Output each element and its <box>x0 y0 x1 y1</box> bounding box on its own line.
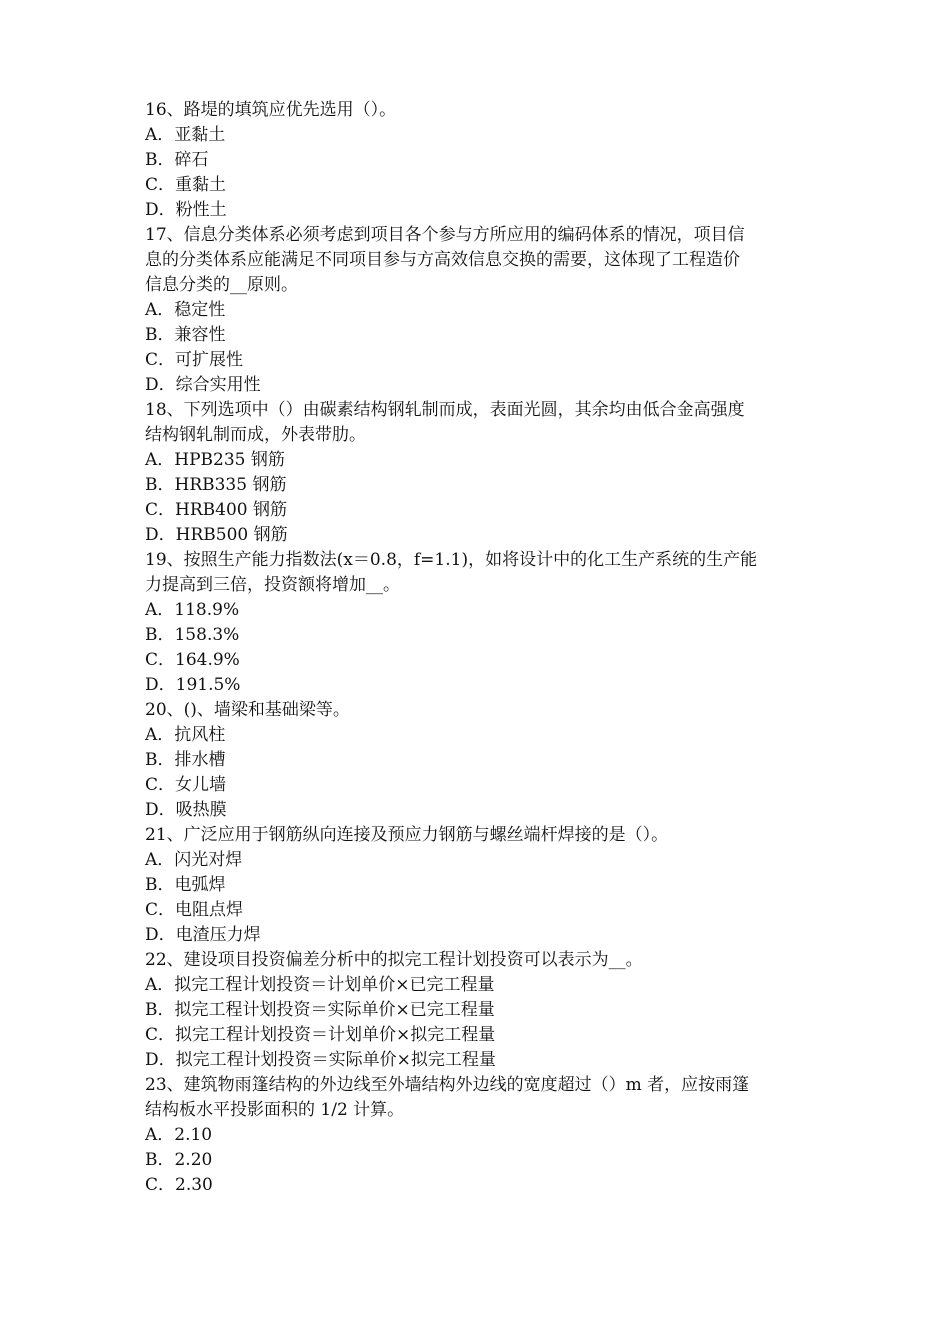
question-20-option-b: B．排水槽 <box>145 750 226 770</box>
question-20-option-d: D．吸热膜 <box>145 800 227 820</box>
question-21-option-a: A．闪光对焊 <box>145 850 243 870</box>
question-23-option-c: C．2.30 <box>145 1175 213 1195</box>
question-18-option-b: B．HRB335 钢筋 <box>145 475 287 495</box>
question-17-stem-line-1: 17、信息分类体系必须考虑到项目各个参与方所应用的编码体系的情况，项目信 <box>145 225 745 245</box>
question-22-option-b: B．拟完工程计划投资＝实际单价×已完工程量 <box>145 1000 495 1020</box>
question-22-stem: 22、建设项目投资偏差分析中的拟完工程计划投资可以表示为__。 <box>145 950 643 970</box>
question-18-option-a: A．HPB235 钢筋 <box>145 450 285 470</box>
question-21-option-b: B．电弧焊 <box>145 875 226 895</box>
question-16-stem: 16、路堤的填筑应优先选用（）。 <box>145 100 397 120</box>
question-22-option-d: D．拟完工程计划投资＝实际单价×拟完工程量 <box>145 1050 496 1070</box>
question-20-option-a: A．抗风柱 <box>145 725 226 745</box>
question-21-option-c: C．电阻点焊 <box>145 900 244 920</box>
question-16-option-a: A．亚黏土 <box>145 125 226 145</box>
question-19-stem-line-2: 力提高到三倍，投资额将增加__。 <box>145 575 400 595</box>
question-20-stem: 20、()、墙梁和基础梁等。 <box>145 700 350 720</box>
question-23-option-b: B．2.20 <box>145 1150 213 1170</box>
question-21-stem: 21、广泛应用于钢筋纵向连接及预应力钢筋与螺丝端杆焊接的是（）。 <box>145 825 669 845</box>
question-18-stem-line-2: 结构钢轧制而成，外表带肋。 <box>145 425 366 445</box>
question-list <box>145 98 820 1198</box>
question-19-option-d: D．191.5% <box>145 675 241 695</box>
question-22-option-a: A．拟完工程计划投资＝计划单价×已完工程量 <box>145 975 495 995</box>
question-17-stem-line-3: 信息分类的__原则。 <box>145 275 298 295</box>
question-17-option-c: C．可扩展性 <box>145 350 244 370</box>
question-23-stem-line-1: 23、建筑物雨篷结构的外边线至外墙结构外边线的宽度超过（）m 者，应按雨篷 <box>145 1075 750 1095</box>
question-17-option-b: B．兼容性 <box>145 325 226 345</box>
question-19-option-b: B．158.3% <box>145 625 240 645</box>
question-19-stem-line-1: 19、按照生产能力指数法(x＝0.8，f=1.1)，如将设计中的化工生产系统的生产能 <box>145 550 758 570</box>
question-23-option-a: A．2.10 <box>145 1125 213 1145</box>
question-18-stem-line-1: 18、下列选项中（）由碳素结构钢轧制而成，表面光圆，其余均由低合金高强度 <box>145 400 745 420</box>
question-21-option-d: D．电渣压力焊 <box>145 925 261 945</box>
question-18-option-c: C．HRB400 钢筋 <box>145 500 287 520</box>
question-16-option-c: C．重黏土 <box>145 175 227 195</box>
question-22-option-c: C．拟完工程计划投资＝计划单价×拟完工程量 <box>145 1025 496 1045</box>
question-16-option-b: B．碎石 <box>145 150 209 170</box>
question-17-option-d: D．综合实用性 <box>145 375 261 395</box>
question-20-option-c: C．女儿墙 <box>145 775 227 795</box>
question-23-stem-line-2: 结构板水平投影面积的 1/2 计算。 <box>145 1100 405 1120</box>
question-18-option-d: D．HRB500 钢筋 <box>145 525 288 545</box>
question-17-option-a: A．稳定性 <box>145 300 226 320</box>
question-16-option-d: D．粉性土 <box>145 200 227 220</box>
question-19-option-c: C．164.9% <box>145 650 240 670</box>
question-19-option-a: A．118.9% <box>145 600 240 620</box>
question-17-stem-line-2: 息的分类体系应能满足不同项目参与方高效信息交换的需要，这体现了工程造价 <box>145 250 740 270</box>
